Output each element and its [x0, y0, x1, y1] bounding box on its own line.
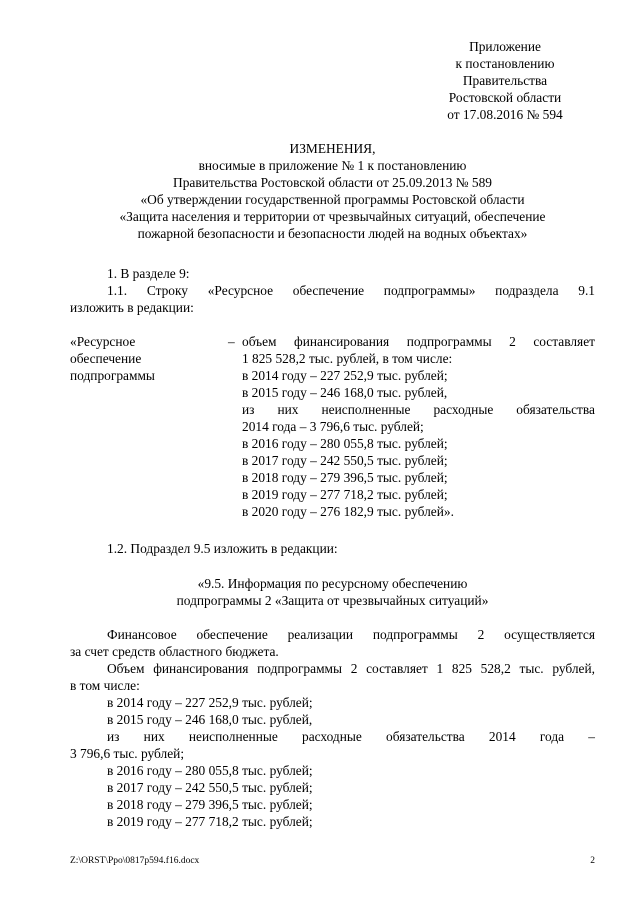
footer-file-path: Z:\ORST\Ppo\0817p594.f16.docx: [70, 856, 200, 866]
appendix-line: от 17.08.2016 № 594: [447, 107, 563, 122]
table-value-line: объем финансирования подпрограммы 2 составляет: [242, 334, 595, 349]
title-line: вносимые в приложение № 1 к постановлению: [198, 158, 467, 173]
paragraph-line: Финансовое обеспечение реализации подпрограммы 2 осуществляется: [107, 627, 595, 642]
year-line: в 2018 году – 279 396,5 тыс. рублей;: [107, 797, 313, 812]
table-label-line: «Ресурсное: [70, 334, 136, 349]
page-number: 2: [590, 856, 595, 866]
table-label-line: подпрограммы: [70, 368, 155, 383]
subsection-heading: подпрограммы 2 «Защита от чрезвычайных ситуаций»: [176, 593, 489, 608]
appendix-line: к постановлению: [455, 56, 555, 71]
table-label-line: обеспечение: [70, 351, 142, 366]
appendix-line: Приложение: [469, 39, 541, 54]
title-line: «Об утверждении государственной программы Ростовской области: [140, 192, 525, 207]
paragraph-line: за счет средств областного бюджета.: [70, 644, 279, 659]
table-value-line: 1 825 528,2 тыс. рублей, в том числе:: [242, 351, 453, 366]
table-value-line: в 2020 году – 276 182,9 тыс. рублей».: [242, 504, 454, 519]
table-value-line: в 2016 году – 280 055,8 тыс. рублей;: [242, 436, 448, 451]
paragraph-line: из них неисполненные расходные обязательства 2014 года –: [107, 729, 595, 744]
year-line: в 2019 году – 277 718,2 тыс. рублей;: [107, 814, 313, 829]
title-line: пожарной безопасности и безопасности людей на водных объектах»: [137, 226, 528, 241]
table-dash: –: [228, 334, 235, 349]
title-line: Правительства Ростовской области от 25.09.2013 № 589: [173, 175, 492, 190]
year-line: в 2016 году – 280 055,8 тыс. рублей;: [107, 763, 313, 778]
section-item-line: 1.2. Подраздел 9.5 изложить в редакции:: [107, 541, 338, 556]
paragraph-line: в том числе:: [70, 678, 140, 693]
table-value-line: в 2019 году – 277 718,2 тыс. рублей;: [242, 487, 448, 502]
table-value-line: в 2014 году – 227 252,9 тыс. рублей;: [242, 368, 448, 383]
title-line: «Защита населения и территории от чрезвычайных ситуаций, обеспечение: [119, 209, 546, 224]
table-value-line: в 2017 году – 242 550,5 тыс. рублей;: [242, 453, 448, 468]
subsection-heading: «9.5. Информация по ресурсному обеспечению: [197, 576, 468, 591]
year-line: в 2017 году – 242 550,5 тыс. рублей;: [107, 780, 313, 795]
appendix-line: Правительства: [462, 73, 548, 88]
section-item-line: изложить в редакции:: [70, 300, 194, 315]
paragraph-line: 3 796,6 тыс. рублей;: [70, 746, 185, 761]
appendix-line: Ростовской области: [448, 90, 562, 105]
table-value-line: в 2015 году – 246 168,0 тыс. рублей,: [242, 385, 448, 400]
table-value-line: из них неисполненные расходные обязательства: [242, 402, 595, 417]
table-value-line: 2014 года – 3 796,6 тыс. рублей;: [242, 419, 424, 434]
title-heading: ИЗМЕНЕНИЯ,: [289, 141, 376, 156]
year-line: в 2015 году – 246 168,0 тыс. рублей,: [107, 712, 313, 727]
section-heading: 1. В разделе 9:: [107, 266, 190, 281]
table-value-line: в 2018 году – 279 396,5 тыс. рублей;: [242, 470, 448, 485]
paragraph-line: Объем финансирования подпрограммы 2 составляет 1 825 528,2 тыс. рублей,: [107, 661, 595, 676]
year-line: в 2014 году – 227 252,9 тыс. рублей;: [107, 695, 313, 710]
section-item-line: 1.1. Строку «Ресурсное обеспечение подпрограммы» подраздела 9.1: [107, 283, 595, 298]
